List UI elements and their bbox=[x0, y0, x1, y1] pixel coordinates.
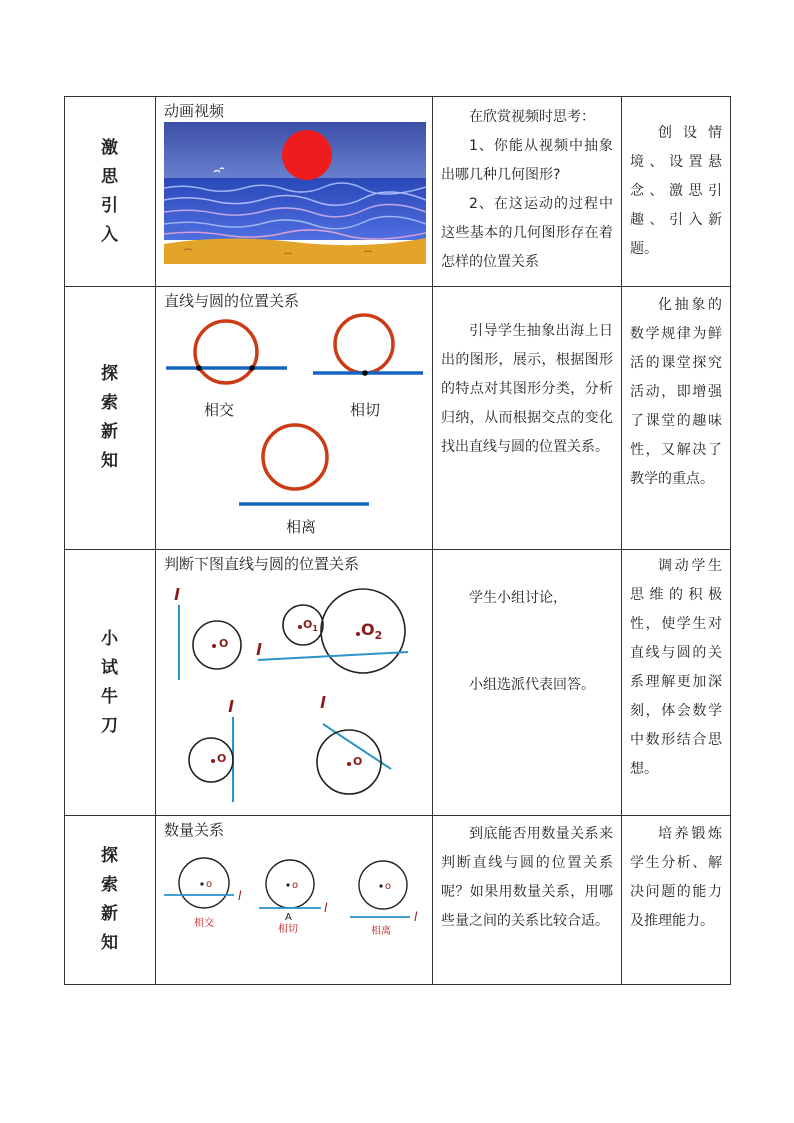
stage-cell bbox=[65, 97, 156, 287]
tangent-figure bbox=[313, 315, 423, 419]
tangent-label: 相切 bbox=[350, 401, 381, 419]
o2-label: $O_2$ bbox=[361, 620, 383, 642]
activity-cell bbox=[433, 816, 622, 985]
line-label: l bbox=[238, 889, 242, 903]
activity-text: 学生小组讨论， bbox=[469, 590, 567, 606]
tangent-label: 相切 bbox=[278, 924, 298, 935]
separate-figure bbox=[239, 425, 369, 536]
activity-text: 在欣赏视频时思考： bbox=[469, 109, 595, 125]
stage-char: 小 bbox=[101, 628, 119, 649]
activity-cell bbox=[433, 287, 622, 550]
intent-text: 培养锻炼学生分析、解决问题的能力及推理能力。 bbox=[630, 826, 722, 929]
content-cell bbox=[156, 287, 433, 550]
activity-text: 2、在这运动的过程中这些基本的几何图形存在着怎样的位置关系 bbox=[441, 196, 613, 270]
practice-figure bbox=[156, 574, 432, 812]
stage-char: 激 bbox=[101, 137, 119, 158]
relations-figure bbox=[156, 311, 432, 547]
line-label: l bbox=[174, 585, 180, 604]
intent-cell bbox=[622, 287, 731, 550]
stage-char: 入 bbox=[101, 224, 119, 245]
line-label: l bbox=[414, 910, 418, 924]
intent-cell bbox=[622, 550, 731, 816]
sunrise-video-image[interactable] bbox=[164, 122, 426, 264]
center-label: O bbox=[217, 752, 227, 765]
center-label: o bbox=[385, 881, 392, 892]
separate-label: 相离 bbox=[371, 926, 391, 937]
stage-char: 思 bbox=[101, 166, 119, 187]
center-label: O bbox=[353, 755, 363, 768]
stage-char: 试 bbox=[101, 657, 119, 678]
point-label: A bbox=[285, 912, 292, 923]
line-label: l bbox=[324, 901, 328, 915]
activity-cell bbox=[433, 550, 622, 816]
intent-text: 调动学生思维的积极性，使学生对直线与圆的关系理解更加深刻，体会数学中数形结合思想。 bbox=[630, 558, 722, 777]
row-intro bbox=[65, 97, 731, 287]
stage-char: 牛 bbox=[101, 686, 119, 707]
activity-cell bbox=[433, 97, 622, 287]
line-label: l bbox=[228, 697, 234, 716]
quantity-figure bbox=[156, 840, 432, 980]
stage-char: 刀 bbox=[101, 715, 119, 736]
stage-char: 探 bbox=[101, 364, 119, 384]
stage-char: 探 bbox=[101, 846, 119, 866]
content-cell bbox=[156, 550, 433, 816]
center-label: o bbox=[206, 879, 213, 890]
content-title: 直线与圆的位置关系 bbox=[164, 292, 300, 310]
content-title: 动画视频 bbox=[164, 102, 225, 120]
stage-char: 索 bbox=[101, 875, 119, 895]
stage-cell bbox=[65, 816, 156, 985]
intersect-figure bbox=[166, 321, 287, 419]
intent-cell bbox=[622, 816, 731, 985]
stage-cell bbox=[65, 287, 156, 550]
stage-char: 知 bbox=[101, 933, 119, 953]
separate-label: 相离 bbox=[286, 518, 317, 536]
line-label: l bbox=[320, 693, 326, 712]
lesson-table bbox=[64, 96, 731, 985]
activity-text: 小组选派代表回答。 bbox=[469, 677, 595, 693]
content-title: 数量关系 bbox=[164, 821, 225, 839]
center-label: O bbox=[219, 637, 229, 650]
intent-cell bbox=[622, 97, 731, 287]
row-practice bbox=[65, 550, 731, 816]
stage-char: 知 bbox=[101, 451, 119, 471]
content-cell bbox=[156, 97, 433, 287]
intent-text: 化抽象的数学规律为鲜活的课堂探究活动，即增强了课堂的趣味性，又解决了教学的重点。 bbox=[630, 297, 722, 487]
intersect-label: 相交 bbox=[204, 401, 235, 419]
row-explore-1 bbox=[65, 287, 731, 550]
stage-char: 新 bbox=[101, 422, 119, 442]
activity-text: 引导学生抽象出海上日出的图形，展示，根据图形的特点对其图形分类，分析归纳，从而根据交点的变化找出直线与圆的位置关系。 bbox=[441, 323, 613, 455]
center-label: o bbox=[292, 880, 299, 891]
stage-char: 新 bbox=[101, 904, 119, 924]
content-cell bbox=[156, 816, 433, 985]
line-label: l bbox=[256, 640, 262, 659]
activity-text: 到底能否用数量关系来判断直线与圆的位置关系呢？如果用数量关系，用哪些量之间的关系比较合适。 bbox=[441, 826, 613, 929]
stage-cell bbox=[65, 550, 156, 816]
o1-label: $O_1$ bbox=[303, 618, 318, 633]
row-explore-2 bbox=[65, 816, 731, 985]
intersect-label: 相交 bbox=[194, 918, 214, 929]
stage-char: 索 bbox=[101, 393, 119, 413]
stage-char: 引 bbox=[101, 195, 119, 216]
intent-text: 创设情境、设置悬念、激思引趣、引入新题。 bbox=[630, 125, 722, 257]
activity-text: 1、你能从视频中抽象出哪几种几何图形? bbox=[441, 138, 613, 183]
content-title: 判断下图直线与圆的位置关系 bbox=[164, 555, 360, 573]
